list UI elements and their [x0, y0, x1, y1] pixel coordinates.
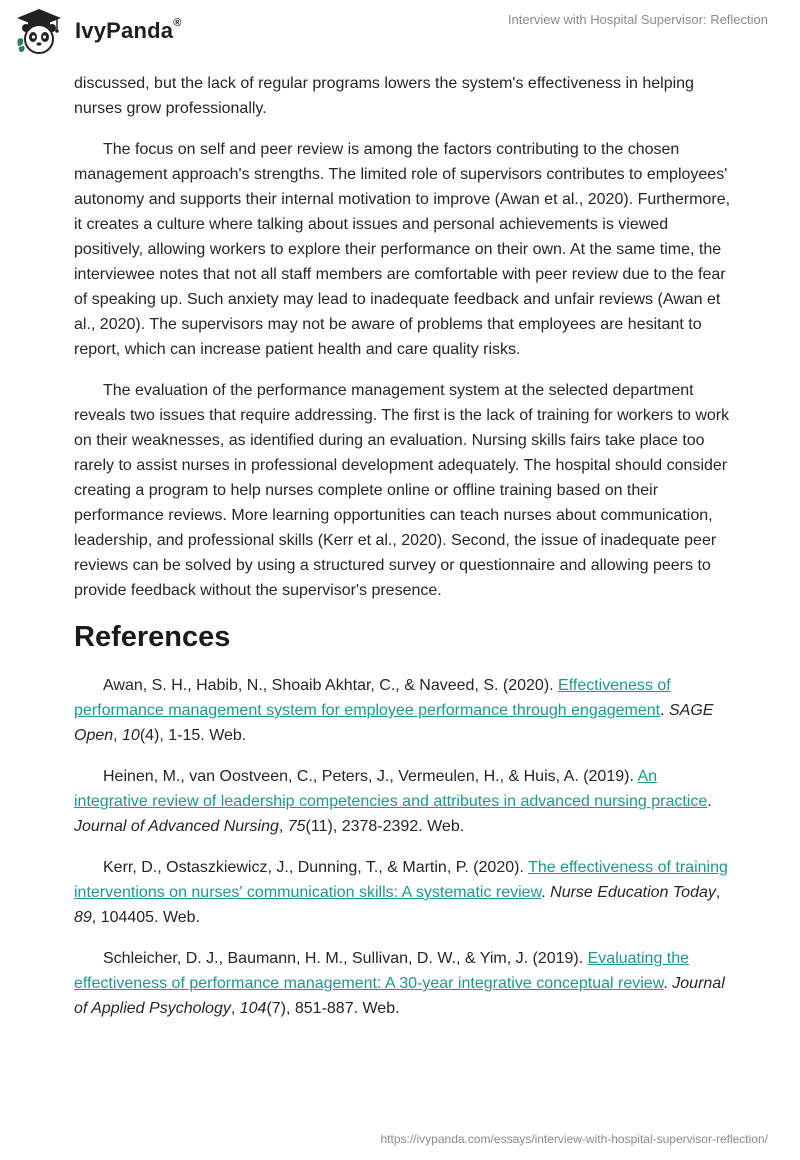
reference-link[interactable]: The effectiveness of training interventions on nurses' communication skills: A systematic review — [74, 859, 728, 901]
body-paragraph: The focus on self and peer review is among the factors contributing to the chosen management approach's strengths. The limited role of supervisors contributes to employees' autonomy and supports their internal motivation to improve (Awan et al., 2020). Furthermore, it creates a culture where talking about issues and personal achievements is viewed positively, allowing workers to explore their performance on their own. At the same time, the interviewee notes that not all staff members are comfortable with peer review due to the fear of speaking up. Such anxiety may lead to inadequate feedback and unfair reviews (Awan et al., 2020). The supervisors may not be aware of problems that employees are hesitant to report, which can increase patient health and care quality risks. — [74, 141, 731, 358]
body-paragraph: The evaluation of the performance management system at the selected department reveals two issues that require addressing. The first is the lack of training for workers to work on their weaknesses, as identified during an evaluation. Nursing skills fairs take place too rarely to assist nurses in professional development adequately. The hospital should consider creating a program to help nurses complete online or offline training based on their performance reviews. More learning opportunities can teach nurses about communication, leadership, and professional skills (Kerr et al., 2020). Second, the issue of inadequate peer reviews can be solved by using a structured survey or questionnaire and allowing peers to provide feedback without the supervisor's presence. — [74, 382, 730, 599]
reference-link[interactable]: Evaluating the effectiveness of performance management: A 30-year integrative conceptual review — [74, 950, 690, 992]
body-paragraph: discussed, but the lack of regular programs lowers the system's effectiveness in helping nurses grow professionally. — [74, 75, 694, 117]
brand-name[interactable]: IvyPanda® — [75, 16, 182, 43]
page-title: Interview with Hospital Supervisor: Reflection — [507, 12, 768, 27]
reference-item: Awan, S. H., Habib, N., Shoaib Akhtar, C., & Naveed, S. (2020). Effectiveness of performance management system for employee performance through engagement. SAGE Open, 10(4), 1-15. Web. — [74, 677, 714, 744]
page-header — [0, 0, 800, 66]
references-heading: References — [74, 621, 231, 653]
reference-item: Heinen, M., van Oostveen, C., Peters, J., Vermeulen, H., & Huis, A. (2019). An integrative review of leadership competencies and attributes in advanced nursing practice. Journal of Advanced Nursing, 75(11), 2378-2392. Web. — [74, 768, 712, 835]
ivypanda-logo-icon[interactable] — [14, 6, 64, 56]
registered-mark: ® — [173, 16, 182, 29]
reference-item: Schleicher, D. J., Baumann, H. M., Sullivan, D. W., & Yim, J. (2019). Evaluating the effectiveness of performance management: A 30-year integrative conceptual review. Journal of Applied Psychology, 104(7), 851-887. Web. — [74, 950, 725, 1017]
reference-item: Kerr, D., Ostaszkiewicz, J., Dunning, T., & Martin, P. (2020). The effectiveness of training interventions on nurses' communication skills: A systematic review. Nurse Education Today, 89, 104405. Web. — [74, 859, 728, 926]
reference-link[interactable]: Effectiveness of performance management system for employee performance through engagement — [74, 677, 671, 719]
footer-url[interactable]: https://ivypanda.com/essays/interview-with-hospital-supervisor-reflection/ — [380, 1132, 768, 1146]
reference-link[interactable]: An integrative review of leadership competencies and attributes in advanced nursing practice — [74, 768, 708, 810]
essay-content — [74, 71, 734, 1037]
